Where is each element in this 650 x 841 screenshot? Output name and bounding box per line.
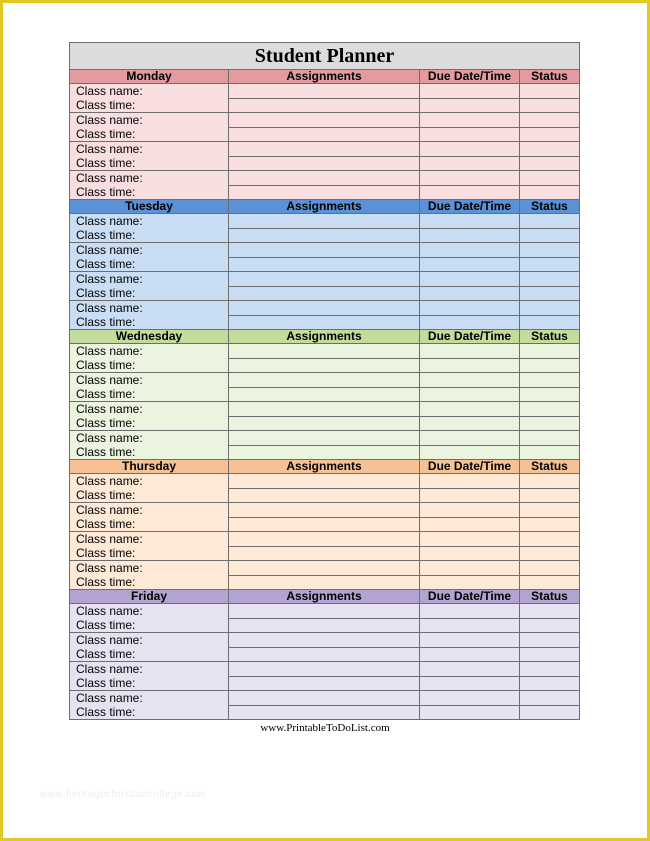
assignment-cell[interactable] [229, 474, 420, 489]
table-row [70, 214, 580, 229]
class-time-label: Class time: [76, 228, 136, 242]
day-name: Tuesday [70, 200, 229, 214]
status-cell[interactable] [520, 604, 580, 619]
assignment-cell[interactable] [229, 301, 420, 316]
class-info-cell[interactable] [70, 142, 229, 171]
class-name-label: Class name: [76, 691, 143, 705]
assignment-cell[interactable] [229, 228, 420, 243]
assignment-cell[interactable] [229, 691, 420, 706]
due-date-cell[interactable] [420, 604, 520, 619]
table-row [70, 604, 580, 619]
status-cell[interactable] [520, 344, 580, 359]
class-time-label: Class time: [76, 676, 136, 690]
table-row [70, 633, 580, 648]
due-date-cell[interactable] [420, 373, 520, 388]
status-cell[interactable] [520, 127, 580, 142]
class-name-label: Class name: [76, 503, 143, 517]
status-cell[interactable] [520, 662, 580, 677]
class-info-cell[interactable] [70, 633, 229, 662]
class-info-cell[interactable] [70, 532, 229, 561]
status-cell[interactable] [520, 618, 580, 633]
assignment-cell[interactable] [229, 127, 420, 142]
class-name-label: Class name: [76, 243, 143, 257]
status-cell[interactable] [520, 691, 580, 706]
status-header: Status [520, 70, 580, 84]
class-name-label: Class name: [76, 171, 143, 185]
assignment-cell[interactable] [229, 156, 420, 171]
table-row [70, 532, 580, 547]
class-name-label: Class name: [76, 604, 143, 618]
class-time-label: Class time: [76, 315, 136, 329]
due-date-cell[interactable] [420, 243, 520, 258]
table-row [70, 503, 580, 518]
class-time-label: Class time: [76, 546, 136, 560]
assignments-header: Assignments [229, 70, 420, 84]
status-cell[interactable] [520, 243, 580, 258]
due-date-cell[interactable] [420, 676, 520, 691]
due-date-cell[interactable] [420, 503, 520, 518]
status-cell[interactable] [520, 286, 580, 301]
class-time-label: Class time: [76, 387, 136, 401]
due-date-header: Due Date/Time [420, 70, 520, 84]
due-date-cell[interactable] [420, 171, 520, 186]
page-title: Student Planner [70, 43, 580, 70]
due-date-cell[interactable] [420, 142, 520, 157]
class-name-label: Class name: [76, 633, 143, 647]
due-date-cell[interactable] [420, 445, 520, 460]
class-name-label: Class name: [76, 373, 143, 387]
day-header-row [70, 330, 580, 344]
status-cell[interactable] [520, 185, 580, 200]
table-row [70, 113, 580, 128]
assignment-cell[interactable] [229, 98, 420, 113]
assignment-cell[interactable] [229, 387, 420, 402]
class-info-cell[interactable] [70, 171, 229, 200]
class-info-cell[interactable] [70, 604, 229, 633]
due-date-cell[interactable] [420, 272, 520, 287]
class-info-cell[interactable] [70, 402, 229, 431]
assignment-cell[interactable] [229, 84, 420, 99]
status-cell[interactable] [520, 575, 580, 590]
footer-url: www.PrintableToDoList.com [260, 722, 390, 734]
assignment-cell[interactable] [229, 243, 420, 258]
class-time-label: Class time: [76, 127, 136, 141]
class-time-label: Class time: [76, 488, 136, 502]
assignment-cell[interactable] [229, 488, 420, 503]
class-name-label: Class name: [76, 272, 143, 286]
due-date-cell[interactable] [420, 257, 520, 272]
table-row [70, 272, 580, 287]
status-cell[interactable] [520, 214, 580, 229]
assignment-cell[interactable] [229, 575, 420, 590]
due-date-cell[interactable] [420, 185, 520, 200]
assignment-cell[interactable] [229, 604, 420, 619]
day-header-row [70, 590, 580, 604]
table-row [70, 402, 580, 417]
due-date-header: Due Date/Time [420, 460, 520, 474]
assignments-header: Assignments [229, 590, 420, 604]
assignments-header: Assignments [229, 200, 420, 214]
class-info-cell[interactable] [70, 662, 229, 691]
status-cell[interactable] [520, 142, 580, 157]
assignment-cell[interactable] [229, 445, 420, 460]
assignment-cell[interactable] [229, 503, 420, 518]
class-time-label: Class time: [76, 445, 136, 459]
class-name-label: Class name: [76, 214, 143, 228]
assignment-cell[interactable] [229, 705, 420, 720]
class-name-label: Class name: [76, 474, 143, 488]
due-date-cell[interactable] [420, 633, 520, 648]
due-date-header: Due Date/Time [420, 330, 520, 344]
assignment-cell[interactable] [229, 171, 420, 186]
class-time-label: Class time: [76, 416, 136, 430]
due-date-cell[interactable] [420, 127, 520, 142]
assignment-cell[interactable] [229, 633, 420, 648]
class-time-label: Class time: [76, 98, 136, 112]
status-cell[interactable] [520, 272, 580, 287]
assignment-cell[interactable] [229, 315, 420, 330]
class-info-cell[interactable] [70, 214, 229, 243]
status-cell[interactable] [520, 561, 580, 576]
table-row [70, 243, 580, 258]
day-name: Thursday [70, 460, 229, 474]
due-date-cell[interactable] [420, 705, 520, 720]
assignment-cell[interactable] [229, 431, 420, 446]
assignment-cell[interactable] [229, 402, 420, 417]
assignment-cell[interactable] [229, 272, 420, 287]
assignment-cell[interactable] [229, 257, 420, 272]
class-info-cell[interactable] [70, 344, 229, 373]
due-date-cell[interactable] [420, 358, 520, 373]
class-time-label: Class time: [76, 286, 136, 300]
status-cell[interactable] [520, 156, 580, 171]
status-cell[interactable] [520, 445, 580, 460]
status-cell[interactable] [520, 387, 580, 402]
assignment-cell[interactable] [229, 185, 420, 200]
due-date-cell[interactable] [420, 315, 520, 330]
class-name-label: Class name: [76, 532, 143, 546]
class-name-label: Class name: [76, 662, 143, 676]
assignment-cell[interactable] [229, 344, 420, 359]
status-header: Status [520, 460, 580, 474]
status-cell[interactable] [520, 503, 580, 518]
table-row [70, 691, 580, 706]
class-time-label: Class time: [76, 156, 136, 170]
assignment-cell[interactable] [229, 416, 420, 431]
day-header-row [70, 200, 580, 214]
status-cell[interactable] [520, 84, 580, 99]
status-cell[interactable] [520, 488, 580, 503]
status-header: Status [520, 590, 580, 604]
class-time-label: Class time: [76, 647, 136, 661]
status-header: Status [520, 330, 580, 344]
due-date-cell[interactable] [420, 228, 520, 243]
class-name-label: Class name: [76, 84, 143, 98]
status-cell[interactable] [520, 228, 580, 243]
due-date-cell[interactable] [420, 286, 520, 301]
status-cell[interactable] [520, 546, 580, 561]
assignment-cell[interactable] [229, 142, 420, 157]
due-date-cell[interactable] [420, 662, 520, 677]
due-date-cell[interactable] [420, 98, 520, 113]
student-planner-table [69, 42, 580, 720]
table-row [70, 171, 580, 186]
table-row [70, 373, 580, 388]
due-date-cell[interactable] [420, 517, 520, 532]
assignment-cell[interactable] [229, 647, 420, 662]
assignments-header: Assignments [229, 460, 420, 474]
status-cell[interactable] [520, 676, 580, 691]
status-cell[interactable] [520, 373, 580, 388]
class-name-label: Class name: [76, 431, 143, 445]
class-info-cell[interactable] [70, 691, 229, 720]
class-time-label: Class time: [76, 575, 136, 589]
class-info-cell[interactable] [70, 301, 229, 330]
assignment-cell[interactable] [229, 286, 420, 301]
class-info-cell[interactable] [70, 113, 229, 142]
assignment-cell[interactable] [229, 676, 420, 691]
assignment-cell[interactable] [229, 662, 420, 677]
status-cell[interactable] [520, 171, 580, 186]
class-name-label: Class name: [76, 113, 143, 127]
day-name: Monday [70, 70, 229, 84]
class-time-label: Class time: [76, 358, 136, 372]
status-header: Status [520, 200, 580, 214]
class-info-cell[interactable] [70, 272, 229, 301]
due-date-cell[interactable] [420, 546, 520, 561]
status-cell[interactable] [520, 301, 580, 316]
due-date-cell[interactable] [420, 474, 520, 489]
due-date-header: Due Date/Time [420, 590, 520, 604]
status-cell[interactable] [520, 257, 580, 272]
table-row [70, 301, 580, 316]
table-row [70, 662, 580, 677]
table-row [70, 561, 580, 576]
table-row [70, 344, 580, 359]
status-cell[interactable] [520, 474, 580, 489]
assignment-cell[interactable] [229, 214, 420, 229]
assignment-cell[interactable] [229, 373, 420, 388]
assignment-cell[interactable] [229, 561, 420, 576]
due-date-cell[interactable] [420, 344, 520, 359]
due-date-cell[interactable] [420, 647, 520, 662]
due-date-cell[interactable] [420, 618, 520, 633]
table-row [70, 474, 580, 489]
status-cell[interactable] [520, 705, 580, 720]
due-date-cell[interactable] [420, 113, 520, 128]
status-cell[interactable] [520, 431, 580, 446]
class-info-cell[interactable] [70, 474, 229, 503]
due-date-cell[interactable] [420, 575, 520, 590]
due-date-cell[interactable] [420, 532, 520, 547]
class-time-label: Class time: [76, 257, 136, 271]
class-time-label: Class time: [76, 517, 136, 531]
assignment-cell[interactable] [229, 546, 420, 561]
status-cell[interactable] [520, 517, 580, 532]
assignment-cell[interactable] [229, 618, 420, 633]
status-cell[interactable] [520, 416, 580, 431]
assignments-header: Assignments [229, 330, 420, 344]
due-date-cell[interactable] [420, 156, 520, 171]
assignment-cell[interactable] [229, 532, 420, 547]
status-cell[interactable] [520, 647, 580, 662]
due-date-cell[interactable] [420, 691, 520, 706]
status-cell[interactable] [520, 532, 580, 547]
assignment-cell[interactable] [229, 358, 420, 373]
class-time-label: Class time: [76, 185, 136, 199]
class-info-cell[interactable] [70, 503, 229, 532]
class-name-label: Class name: [76, 561, 143, 575]
class-time-label: Class time: [76, 705, 136, 719]
table-row [70, 142, 580, 157]
class-info-cell[interactable] [70, 431, 229, 460]
class-info-cell[interactable] [70, 243, 229, 272]
day-name: Friday [70, 590, 229, 604]
due-date-cell[interactable] [420, 387, 520, 402]
day-header-row [70, 70, 580, 84]
assignment-cell[interactable] [229, 517, 420, 532]
due-date-cell[interactable] [420, 431, 520, 446]
status-cell[interactable] [520, 315, 580, 330]
table-row [70, 84, 580, 99]
due-date-header: Due Date/Time [420, 200, 520, 214]
class-name-label: Class name: [76, 344, 143, 358]
class-name-label: Class name: [76, 142, 143, 156]
due-date-cell[interactable] [420, 488, 520, 503]
status-cell[interactable] [520, 113, 580, 128]
day-name: Wednesday [70, 330, 229, 344]
class-time-label: Class time: [76, 618, 136, 632]
due-date-cell[interactable] [420, 402, 520, 417]
class-name-label: Class name: [76, 301, 143, 315]
class-info-cell[interactable] [70, 84, 229, 113]
due-date-cell[interactable] [420, 301, 520, 316]
watermark: www.heritagechristiancollege.com [40, 789, 207, 800]
due-date-cell[interactable] [420, 416, 520, 431]
due-date-cell[interactable] [420, 561, 520, 576]
due-date-cell[interactable] [420, 84, 520, 99]
assignment-cell[interactable] [229, 113, 420, 128]
status-cell[interactable] [520, 358, 580, 373]
status-cell[interactable] [520, 402, 580, 417]
class-info-cell[interactable] [70, 373, 229, 402]
class-name-label: Class name: [76, 402, 143, 416]
status-cell[interactable] [520, 98, 580, 113]
day-header-row [70, 460, 580, 474]
class-info-cell[interactable] [70, 561, 229, 590]
table-row [70, 431, 580, 446]
status-cell[interactable] [520, 633, 580, 648]
due-date-cell[interactable] [420, 214, 520, 229]
